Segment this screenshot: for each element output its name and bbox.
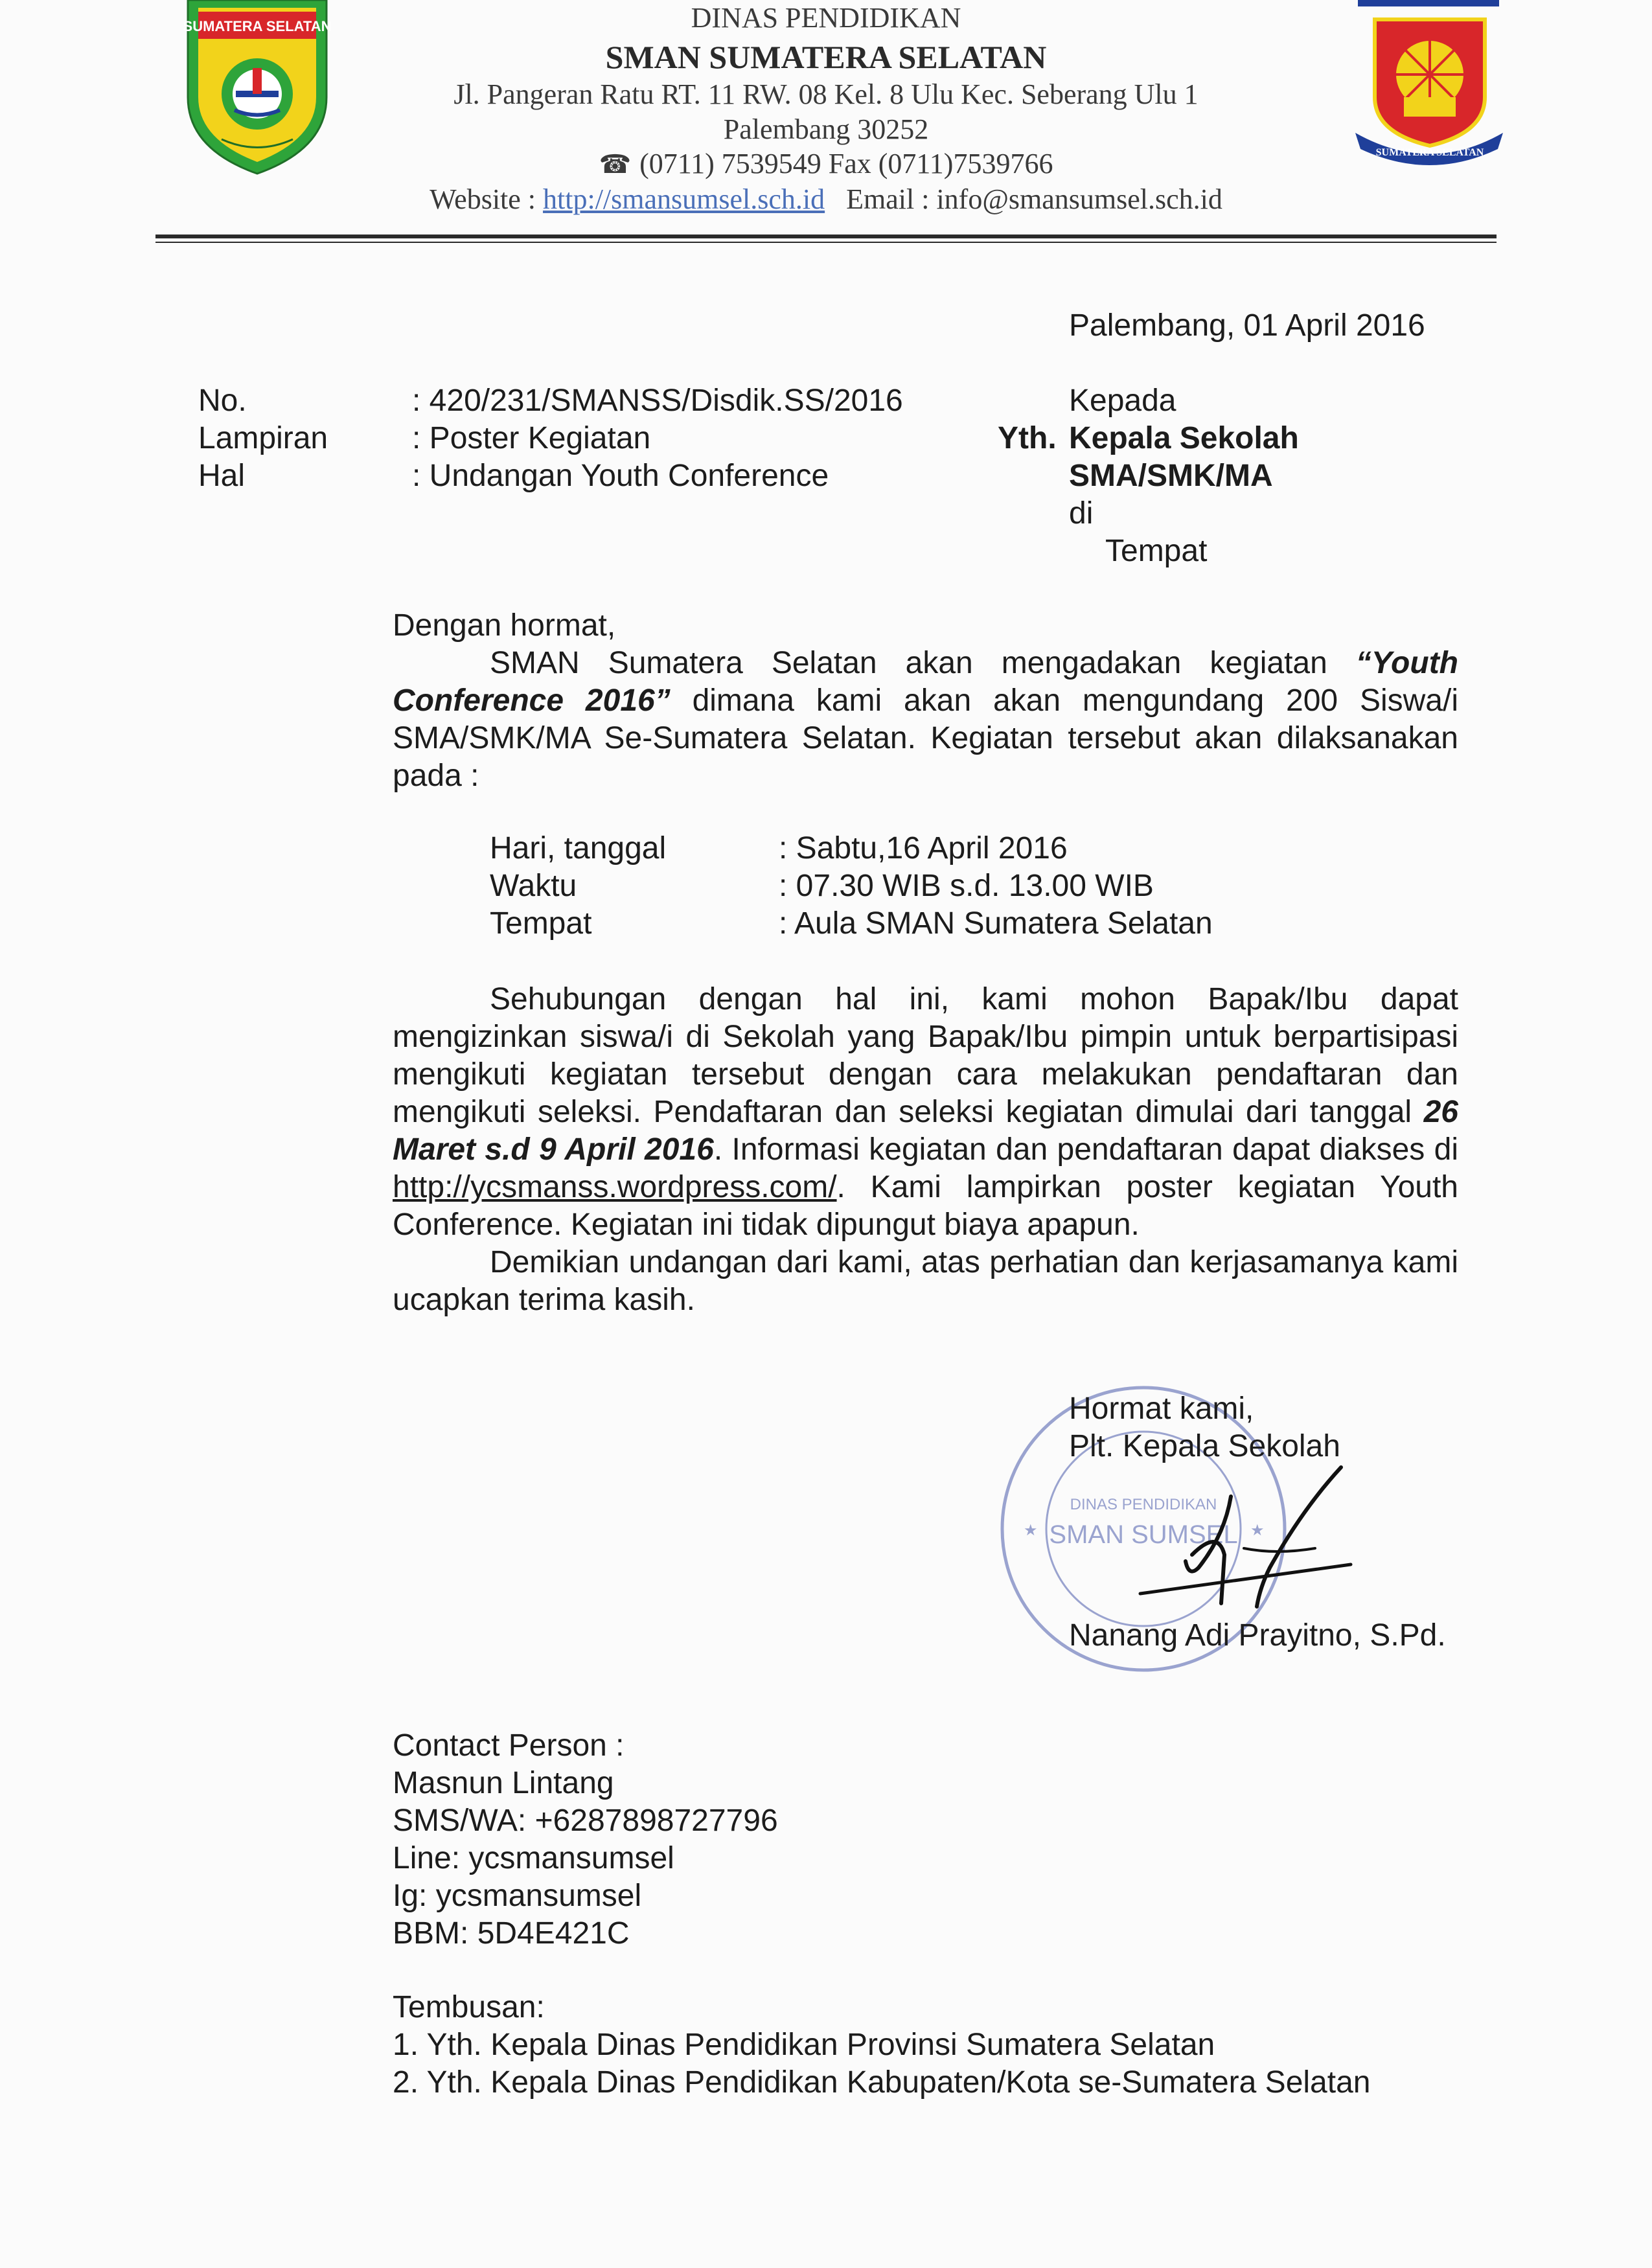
meta-value: : Poster Kegiatan <box>412 421 651 455</box>
meta-label: Lampiran <box>198 421 328 455</box>
p3-text: Demikian undangan dari kami, atas perhatian dan kerjasamanya kami ucapkan terima kasih. <box>393 1245 1458 1317</box>
header-address: Jl. Pangeran Ratu RT. 11 RW. 08 Kel. 8 Ulu Kec. Seberang Ulu 1 <box>453 78 1199 110</box>
letter-meta <box>198 382 943 495</box>
p1-text-a: SMAN Sumatera Selatan akan mengadakan kegiatan <box>490 646 1356 680</box>
contact-ig: Ig: ycsmansumsel <box>393 1879 642 1913</box>
schedule-block <box>490 830 1397 943</box>
p2-registration-dates: 26 Maret s.d 9 April 2016 <box>393 1095 1458 1167</box>
handwritten-signature-icon <box>1127 1458 1360 1626</box>
tembusan-block <box>393 1989 1370 2102</box>
schedule-label: Waktu <box>490 869 577 903</box>
p1-event-name: “Youth Conference 2016” <box>393 646 1458 718</box>
signatory-name: Nanang Adi Prayitno, S.Pd. <box>1069 1618 1446 1653</box>
header-city: Palembang 30252 <box>723 113 929 145</box>
svg-text:★: ★ <box>1024 1522 1038 1539</box>
recipient-line2: SMA/SMK/MA <box>1069 459 1273 493</box>
recipient-yth: Yth. <box>998 421 1057 455</box>
meta-row-hal <box>198 457 943 495</box>
header-divider <box>155 235 1497 238</box>
header-phone: (0711) 7539549 Fax (0711)7539766 <box>639 148 1053 179</box>
recipient-tempat: Tempat <box>1105 534 1208 568</box>
schedule-label: Hari, tanggal <box>490 831 667 865</box>
stamp-line1: DINAS PENDIDIKAN <box>1070 1496 1217 1513</box>
tembusan-item: 2. Yth. Kepala Dinas Pendidikan Kabupaten/Kota se-Sumatera Selatan <box>393 2065 1371 2100</box>
paragraph-details <box>393 981 1458 1244</box>
right-emblem-text: SUMATERA SELATAN <box>1375 147 1484 158</box>
meta-label: Hal <box>198 459 246 493</box>
signature-closing: Hormat kami, <box>1069 1392 1254 1426</box>
schedule-value: : Aula SMAN Sumatera Selatan <box>779 906 1213 941</box>
schedule-row <box>490 867 1397 905</box>
p2-text-a: Sehubungan dengan hal ini, kami mohon Bapak/Ibu dapat mengizinkan siswa/i di Sekolah yang Bapak/Ibu pimpin untuk berpartisipasi mengikuti kegiatan tersebut dengan cara melakukan pendaftaran dan mengikuti seleksi. Pendaftaran dan seleksi kegiatan dimulai dari tanggal <box>393 982 1458 1129</box>
contact-line: Line: ycsmansumsel <box>393 1841 674 1875</box>
paragraph-closing <box>393 1244 1458 1319</box>
meta-value: : Undangan Youth Conference <box>412 459 829 493</box>
phone-icon: ☎ <box>599 150 640 179</box>
contact-name: Masnun Lintang <box>393 1766 614 1800</box>
header-school: SMAN SUMATERA SELATAN <box>605 39 1047 75</box>
letter-date: Palembang, 01 April 2016 <box>1069 308 1425 343</box>
p2-text-c: . Kami lampirkan poster kegiatan Youth Conference. Kegiatan ini tidak dipungut biaya apapun. <box>393 1170 1458 1242</box>
recipient-kepada: Kepada <box>1069 384 1176 418</box>
p2-text-b: . Informasi kegiatan dan pendaftaran dapat diakses di <box>713 1132 1459 1167</box>
meta-row-lampiran <box>198 420 943 457</box>
schedule-value: : 07.30 WIB s.d. 13.00 WIB <box>779 869 1154 903</box>
paragraph-intro <box>393 645 1458 795</box>
header-email: Email : info@smansumsel.sch.id <box>846 183 1222 215</box>
header-divider-thin <box>155 242 1497 243</box>
tembusan-item: 1. Yth. Kepala Dinas Pendidikan Provinsi Sumatera Selatan <box>393 2028 1215 2062</box>
schedule-label: Tempat <box>490 906 592 941</box>
header-agency: DINAS PENDIDIKAN <box>691 2 961 34</box>
recipient-block <box>998 382 1581 570</box>
meta-label: No. <box>198 384 247 418</box>
header-website-label: Website : <box>430 183 544 215</box>
contact-heading: Contact Person : <box>393 1728 625 1763</box>
schedule-row <box>490 905 1397 943</box>
p1-text-b: dimana kami akan akan mengundang 200 Siswa/i SMA/SMK/MA Se-Sumatera Selatan. Kegiatan tersebut akan dilaksanakan pada : <box>393 683 1459 793</box>
signature-title: Plt. Kepala Sekolah <box>1069 1429 1340 1463</box>
contact-bbm: BBM: 5D4E421C <box>393 1916 630 1951</box>
registration-link[interactable]: http://ycsmanss.wordpress.com/ <box>393 1170 837 1204</box>
meta-value: : 420/231/SMANSS/Disdik.SS/2016 <box>412 384 903 418</box>
recipient-line1: Kepala Sekolah <box>1069 421 1299 455</box>
stamp-line2: SMAN SUMSEL <box>1049 1520 1238 1549</box>
meta-row-no <box>198 382 943 420</box>
contact-block <box>393 1727 778 1953</box>
recipient-di: di <box>1069 496 1094 531</box>
left-emblem-text: SUMATERA SELATAN <box>183 18 332 34</box>
svg-text:★: ★ <box>1250 1522 1265 1539</box>
tembusan-heading: Tembusan: <box>393 1990 545 2024</box>
schedule-row <box>490 830 1397 867</box>
header-website-link[interactable]: http://smansumsel.sch.id <box>543 183 825 215</box>
contact-sms: SMS/WA: +6287898727796 <box>393 1804 778 1838</box>
schedule-value: : Sabtu,16 April 2016 <box>779 831 1068 865</box>
greeting: Dengan hormat, <box>393 608 616 643</box>
